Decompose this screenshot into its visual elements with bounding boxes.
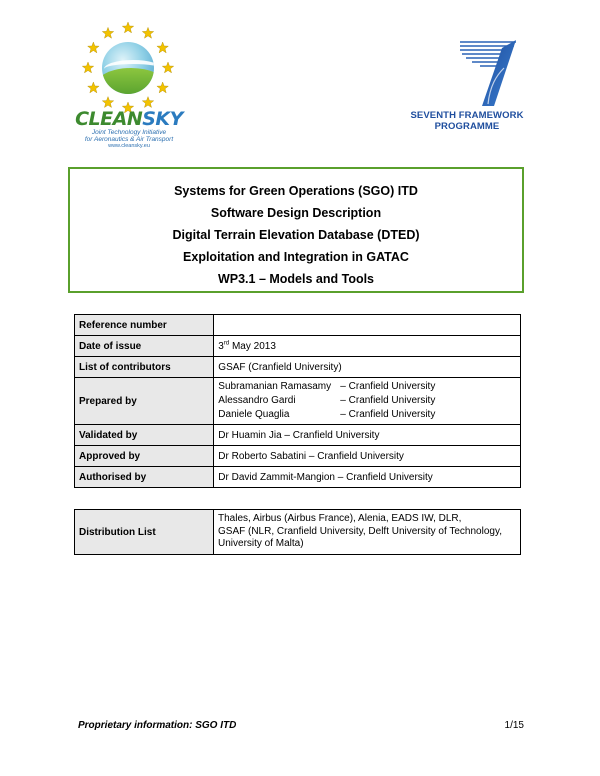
preparer-row: Alessandro Gardi – Cranfield University <box>218 395 436 406</box>
globe-icon <box>102 42 154 94</box>
contributors-label: List of contributors <box>75 357 214 378</box>
distribution-label: Distribution List <box>75 510 214 555</box>
star-icon <box>157 42 168 53</box>
star-icon <box>102 27 113 38</box>
authorised-by-label: Authorised by <box>75 467 214 488</box>
star-icon <box>102 97 113 108</box>
validated-by-value: Dr Huamin Jia – Cranfield University <box>214 425 521 446</box>
date-of-issue-label: Date of issue <box>75 336 214 357</box>
star-icon <box>82 62 93 73</box>
star-icon <box>88 42 99 53</box>
distribution-table <box>74 509 521 555</box>
approved-by-value: Dr Roberto Sabatini – Cranfield University <box>214 446 521 467</box>
fp7-caption-line2: PROGRAMME <box>434 121 500 132</box>
contributors-value: GSAF (Cranfield University) <box>214 357 521 378</box>
fp7-logo <box>410 38 524 138</box>
preparer-row: Subramanian Ramasamy – Cranfield University <box>218 381 436 392</box>
table-row <box>75 425 521 446</box>
footer-proprietary: Proprietary information: SGO ITD <box>78 720 237 731</box>
table-row <box>75 336 521 357</box>
prepared-by-label: Prepared by <box>75 378 214 425</box>
star-icon <box>142 97 153 108</box>
star-icon <box>122 22 133 33</box>
star-icon <box>162 62 173 73</box>
title-line-3: Digital Terrain Elevation Database (DTED) <box>172 228 420 242</box>
prepared-by-value <box>214 378 521 425</box>
cleansky-url: www.cleansky.eu <box>108 143 150 149</box>
title-line-4: Exploitation and Integration in GATAC <box>183 250 409 264</box>
date-of-issue-value: 3rd May 2013 <box>214 336 521 357</box>
preparer-row: Daniele Quaglia – Cranfield University <box>218 409 436 420</box>
fp7-seven-icon <box>410 38 524 108</box>
fp7-caption-line1: SEVENTH FRAMEWORK <box>410 110 524 121</box>
table-row <box>75 378 521 425</box>
reference-number-value <box>214 315 521 336</box>
table-row <box>75 510 521 555</box>
title-block <box>68 167 524 293</box>
title-line-5: WP3.1 – Models and Tools <box>217 272 375 286</box>
reference-number-label: Reference number <box>75 315 214 336</box>
approved-by-label: Approved by <box>75 446 214 467</box>
distribution-value: Thales, Airbus (Airbus France), Alenia, EADS IW, DLR, GSAF (NLR, Cranfield University, Delft University of Technology, University of Malta) <box>214 510 521 555</box>
star-icon <box>88 82 99 93</box>
cleansky-logo <box>66 20 192 148</box>
title-line-2: Software Design Description <box>210 206 382 220</box>
validated-by-label: Validated by <box>75 425 214 446</box>
table-row <box>75 315 521 336</box>
table-row <box>75 446 521 467</box>
cleansky-tagline: Joint Technology Initiative for Aeronautics & Air Transport <box>84 129 174 143</box>
authorised-by-value: Dr David Zammit-Mangion – Cranfield University <box>214 467 521 488</box>
title-line-1: Systems for Green Operations (SGO) ITD <box>174 184 418 198</box>
cleansky-wordmark: CLEANSKY <box>75 108 183 130</box>
star-icon <box>142 27 153 38</box>
table-row <box>75 467 521 488</box>
star-icon <box>157 82 168 93</box>
footer-page-number: 1/15 <box>504 720 524 731</box>
document-info-table <box>74 314 521 488</box>
table-row <box>75 357 521 378</box>
